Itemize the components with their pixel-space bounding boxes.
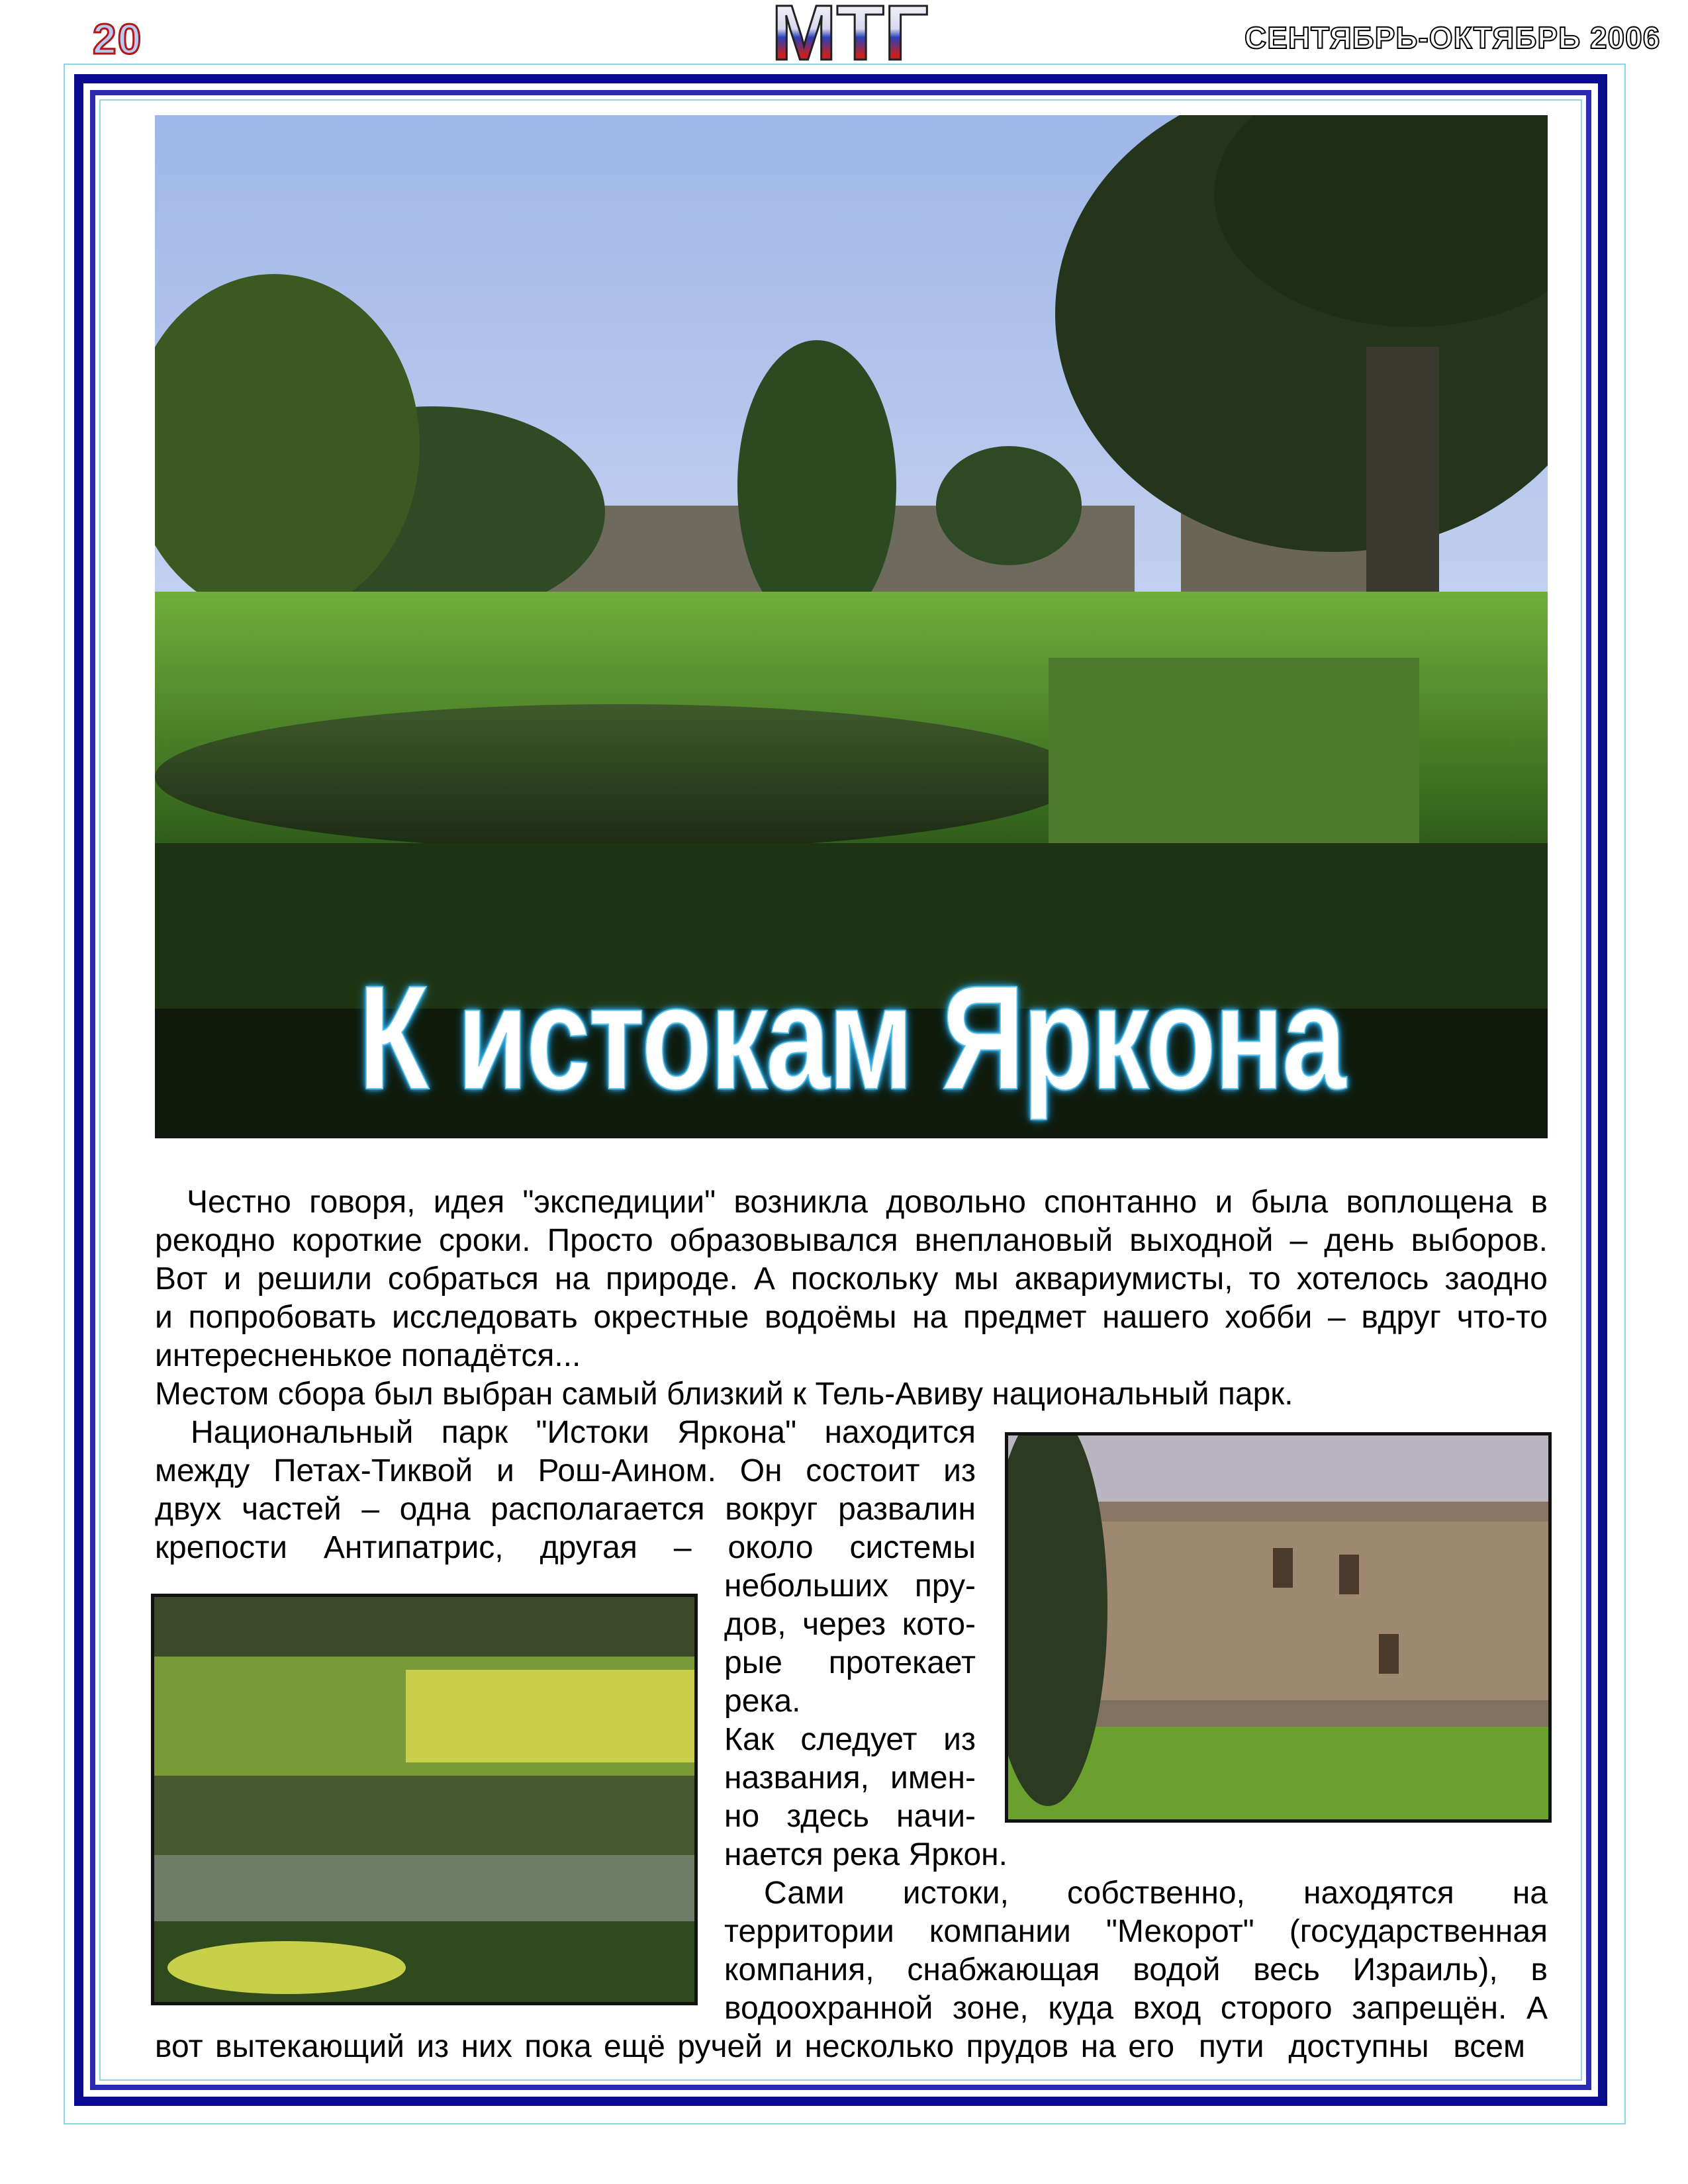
- park-line-3: двух частей – одна располагается вокруг развалин: [155, 1492, 976, 1527]
- last-line: вот вытекающий из них пока ещё ручей и несколько прудов на его пути доступны всем: [155, 2029, 1525, 2064]
- magazine-logo: [769, 0, 931, 65]
- intro-line-1: Честно говоря, идея "экспедиции" возникла довольно спонтанно и была воплощена в: [187, 1185, 1548, 1220]
- sources-line-2: территории компании "Мекорот" (государственная: [724, 1914, 1548, 1949]
- park-narrow-line-5: Как следует из: [724, 1722, 976, 1757]
- intro-line-4: и попробовать исследовать окрестные водоёмы на предмет нашего хобби – вдруг что-то: [155, 1300, 1548, 1335]
- park-line-4: крепости Антипатрис, другая – около системы: [155, 1530, 976, 1565]
- park-narrow-line-1: небольших пру-: [724, 1569, 976, 1604]
- park-narrow-line-7: но здесь начи-: [724, 1799, 976, 1834]
- intro-line-3: Вот и решили собраться на природе. А поскольку мы аквариумисты, то хотелось заодно: [155, 1261, 1548, 1297]
- sources-line-3: компания, снабжающая водой весь Израиль), в: [724, 1952, 1548, 1987]
- park-line-1: Национальный парк "Истоки Яркона" находится: [191, 1415, 976, 1450]
- issue-date: СЕНТЯБРЬ-ОКТЯБРЬ 2006: [1244, 21, 1661, 55]
- logo-text: МТГ: [771, 0, 929, 65]
- park-line-2: между Петах-Тиквой и Рош-Аином. Он состоит из: [155, 1453, 976, 1488]
- intro-line-5: интересненькое попадётся...: [155, 1338, 581, 1373]
- intro-line-6: Местом сбора был выбран самый близкий к Тель-Авиву национальный парк.: [155, 1377, 1293, 1412]
- park-narrow-line-3: рые протекает: [724, 1645, 976, 1680]
- page-number: 20: [93, 15, 143, 63]
- park-narrow-line-2: дов, через кото-: [724, 1607, 976, 1642]
- park-narrow-line-8: нается река Яркон.: [724, 1837, 1008, 1872]
- article-title: К истокам Яркона: [358, 955, 1344, 1120]
- pond-photo: [151, 1594, 698, 2005]
- sources-line-4: водоохранной зоне, куда вход сторого запрещён. А: [724, 1991, 1548, 2026]
- intro-line-2: рекодно короткие сроки. Просто образовывался внеплановый выходной – день выборов.: [155, 1223, 1548, 1258]
- park-narrow-line-6: названия, имен-: [724, 1760, 976, 1796]
- sources-line-1: Сами истоки, собственно, находятся на: [764, 1876, 1548, 1911]
- park-narrow-line-4: река.: [724, 1684, 801, 1719]
- fortress-photo: [1005, 1432, 1552, 1823]
